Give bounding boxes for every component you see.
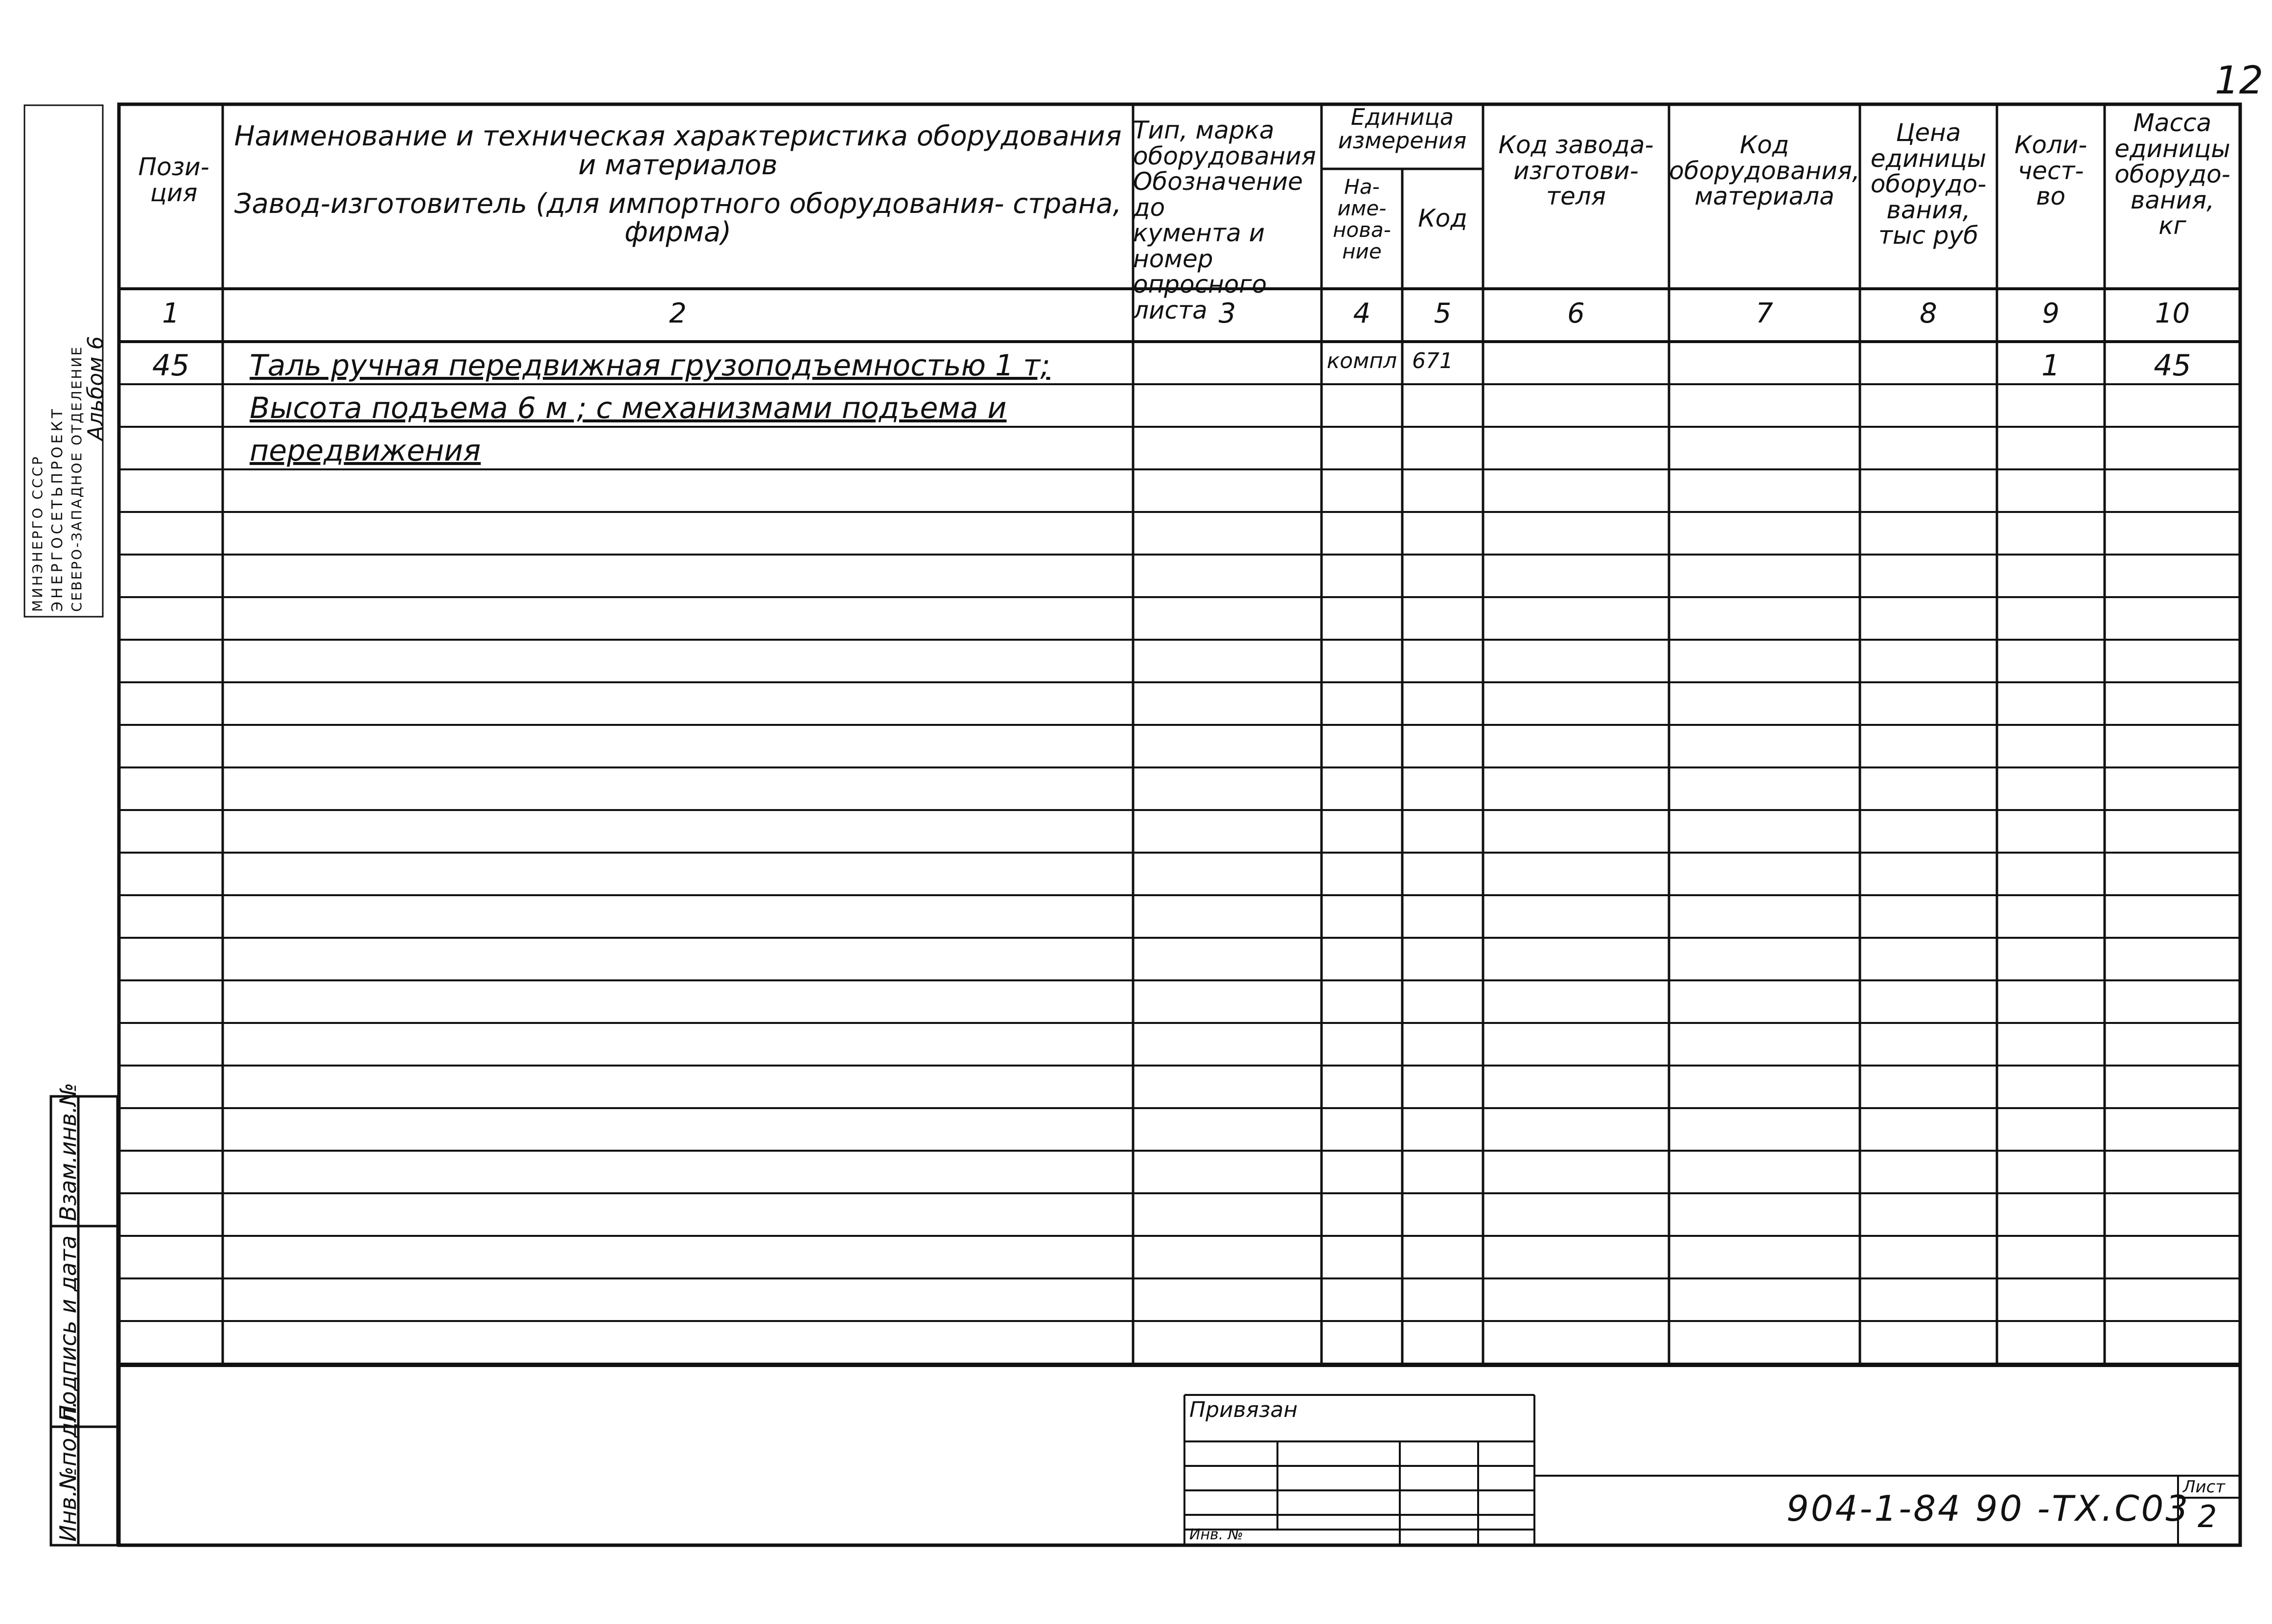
cell-position: 45 <box>152 348 190 383</box>
column-number-7: 7 <box>1756 298 1773 329</box>
column-number-5: 5 <box>1434 298 1452 329</box>
cell-qty: 1 <box>2041 348 2061 383</box>
label-inv-podl: Инв.№подл. <box>55 1400 81 1542</box>
header-unit-group: Единица измерения <box>1338 104 1467 154</box>
stamp-privyazan: Привязан <box>1189 1397 1298 1422</box>
column-number-4: 4 <box>1353 298 1371 329</box>
header-price: Цена единицы оборудо- вания, тыс руб <box>1870 118 1987 250</box>
column-number-6: 6 <box>1567 298 1585 329</box>
header-unit-code: Код <box>1418 204 1467 232</box>
stamp-sheet-number: 2 <box>2198 1499 2217 1534</box>
header-name: Наименование и техническая характеристика оборудования и материалов Завод-изготовитель (для импортного оборудования- страна, фирма) <box>234 120 1122 249</box>
column-number-8: 8 <box>1920 298 1937 329</box>
label-podpis-data: Подпись и дата <box>55 1235 81 1422</box>
column-number-2: 2 <box>669 298 687 329</box>
org-ministry: МИНЭНЕРГО СССР <box>29 455 46 612</box>
cell-name: Высота подъема 6 м ; с механизмами подъема и <box>250 391 1007 425</box>
header-position: Пози- ция <box>138 153 209 207</box>
header-equipment-code: Код оборудования, материала <box>1669 131 1860 210</box>
stamp-inv-no: Инв. № <box>1189 1526 1244 1543</box>
column-number-10: 10 <box>2155 298 2190 329</box>
column-number-9: 9 <box>2042 298 2060 329</box>
org-institute: ЭНЕРГОСЕТЬПРОЕКТ <box>49 406 66 612</box>
header-quantity: Коли- чест- во <box>2014 131 2087 210</box>
org-department: СЕВЕРО-ЗАПАДНОЕ ОТДЕЛЕНИЕ <box>69 345 85 612</box>
header-type: Тип, марка оборудования Обозначение до кумента и номер опросного листа <box>1133 116 1316 325</box>
header-mass: Масса единицы оборудо- вания, кг <box>2114 109 2230 240</box>
header-factory-code: Код завода- изготови- теля <box>1498 131 1654 210</box>
cell-name: Таль ручная передвижная грузоподъемностью 1 т; <box>250 348 1050 383</box>
stamp-sheet-label: Лист <box>2183 1477 2226 1497</box>
cell-code: 671 <box>1412 348 1453 373</box>
org-album: Альбом 6 <box>83 336 108 441</box>
cell-name: передвижения <box>250 434 481 468</box>
column-number-1: 1 <box>162 298 180 329</box>
cell-mass: 45 <box>2154 348 2191 383</box>
page-number: 12 <box>2215 59 2264 103</box>
column-number-3: 3 <box>1218 298 1236 329</box>
cell-unit: компл <box>1326 348 1397 373</box>
header-unit-name: На- име- нова- ние <box>1333 175 1391 264</box>
label-vzam-inv: Взам.инв.№ <box>55 1082 81 1221</box>
document-code: 904-1-84 90 -ТХ.С03 <box>1786 1488 2190 1529</box>
